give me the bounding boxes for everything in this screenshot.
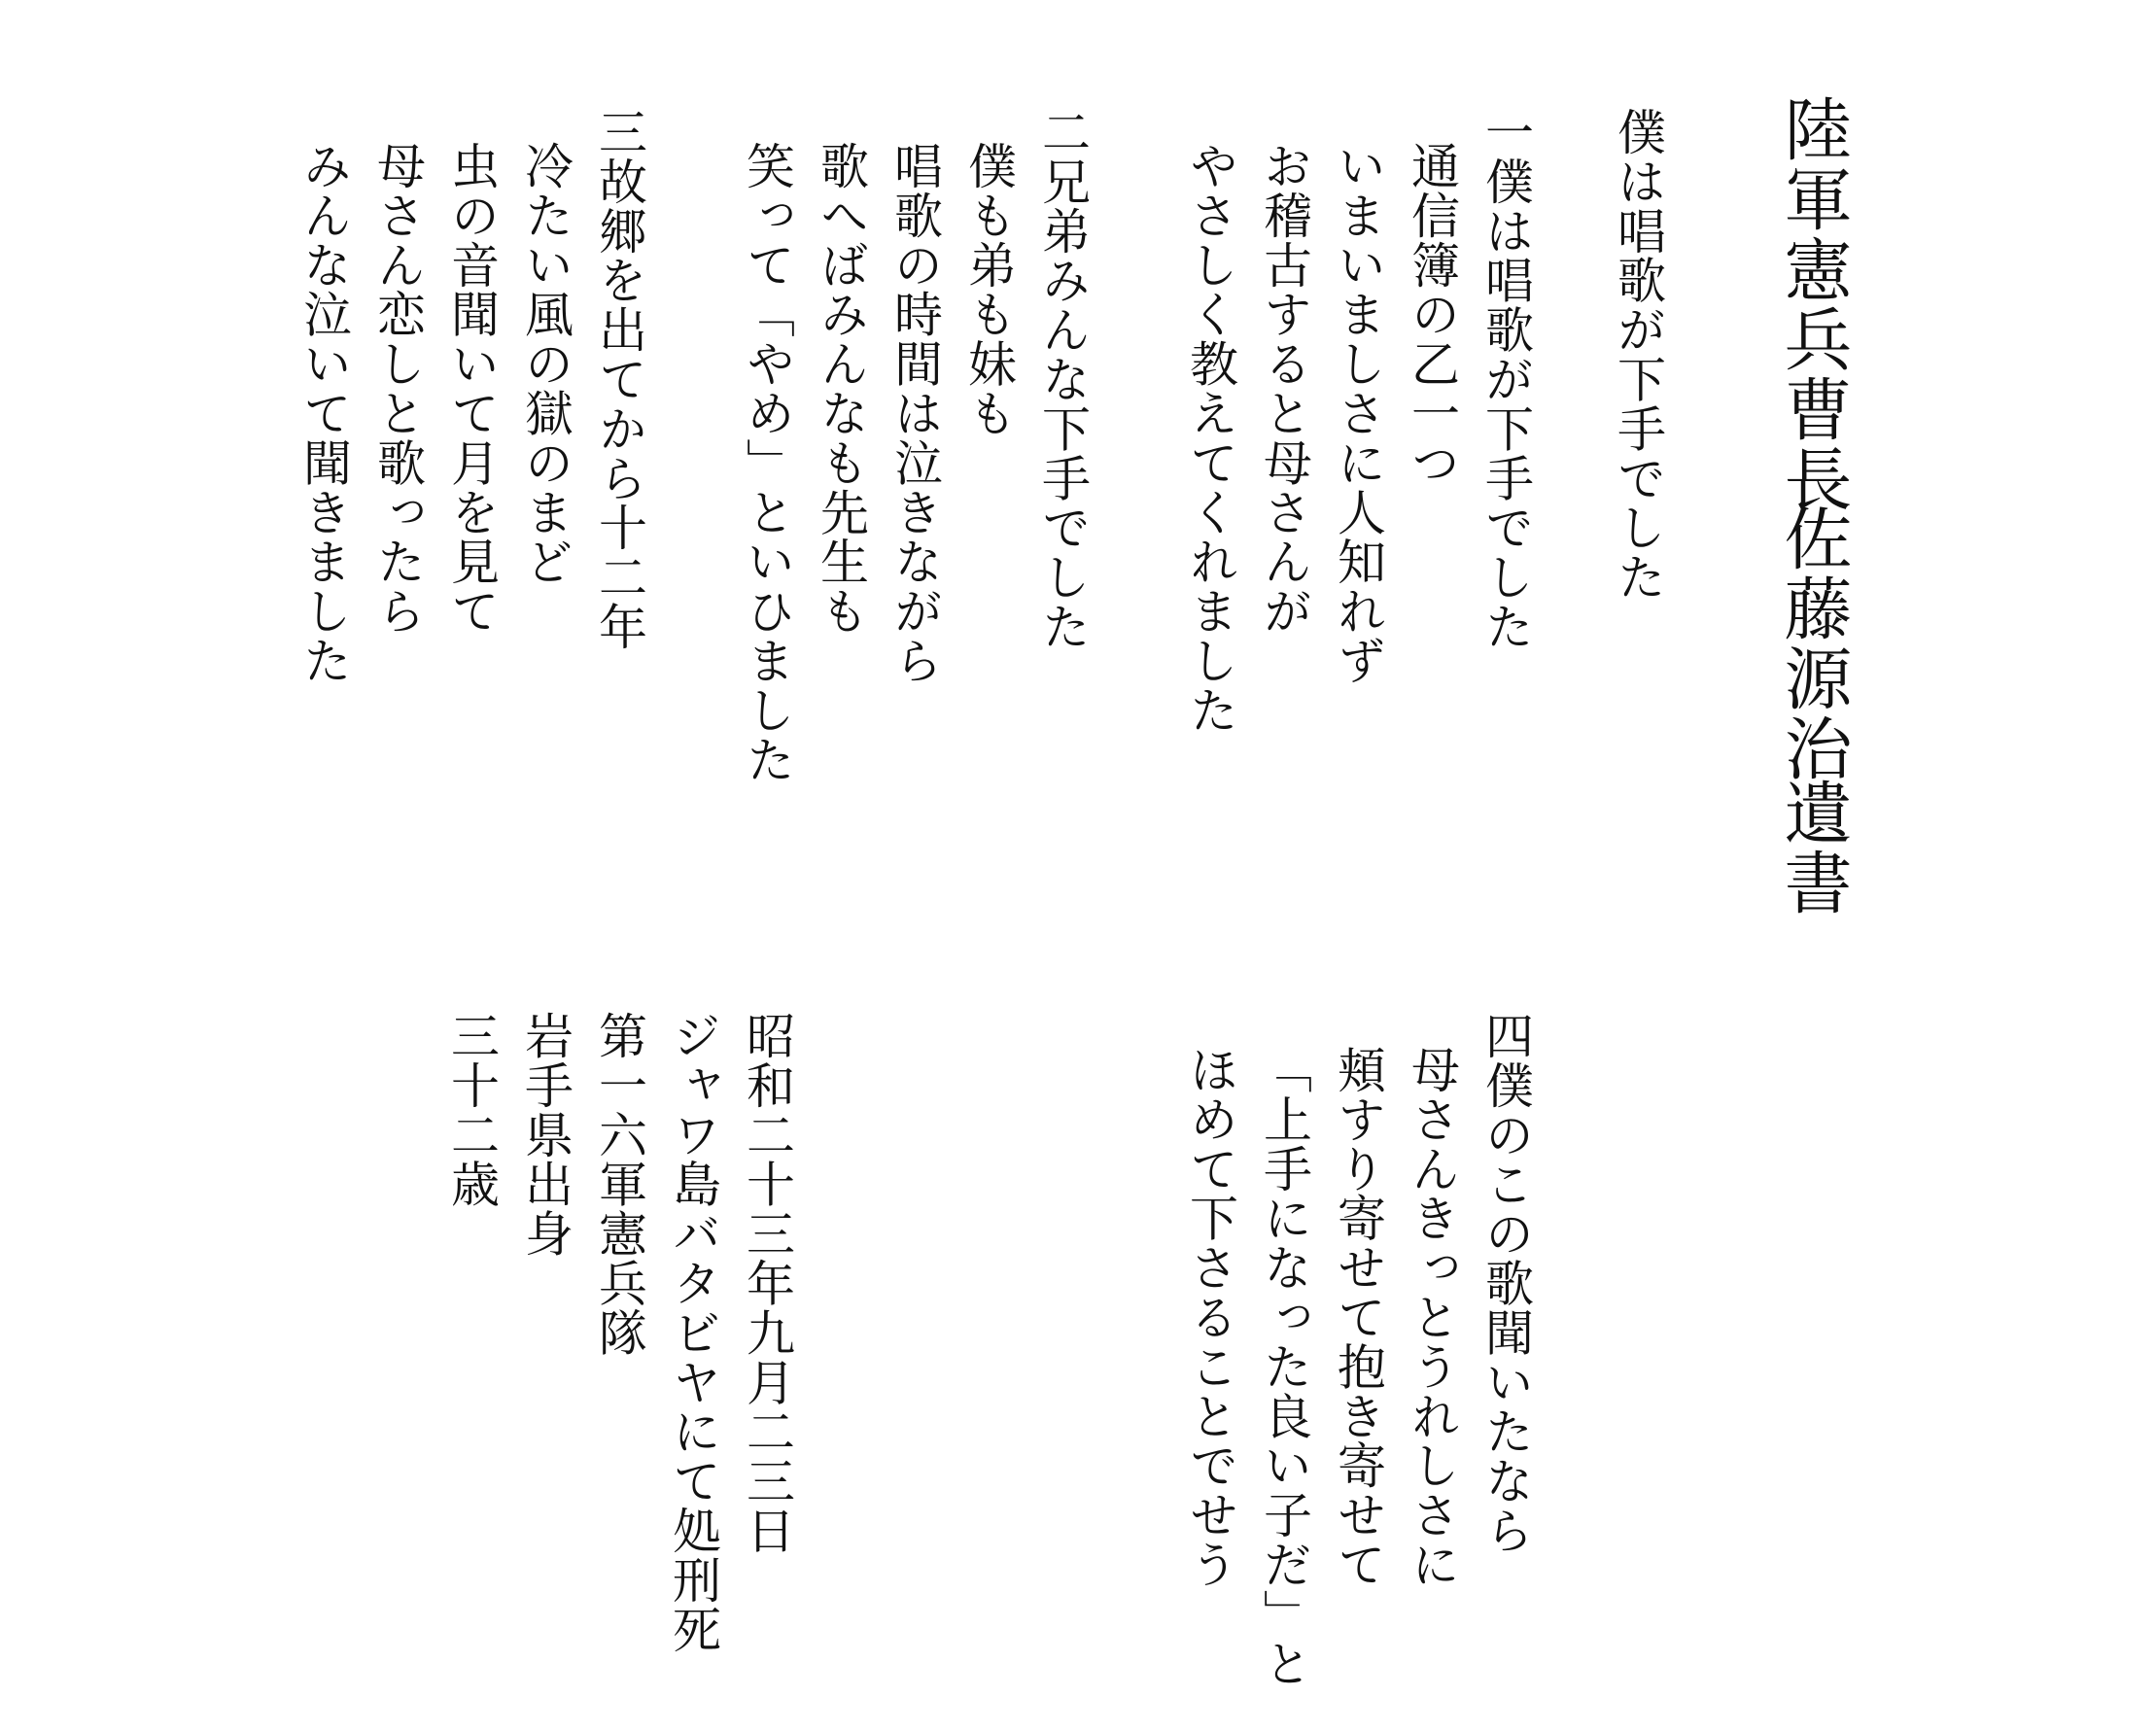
verse-3-line-2: 冷たい風の獄のまど (517, 141, 574, 587)
verse-2-line-5: 笑って「やめ」といひました (739, 141, 795, 784)
verse-4-line-2: 母さんきっとうれしさに (1404, 1045, 1460, 1589)
poem-title: 僕は唱歌が下手でした (1610, 107, 1666, 602)
info-date: 昭和二十三年九月二三日 (739, 1011, 795, 1555)
verse-4-line-1: 四僕のこの歌聞いたなら (1478, 1011, 1534, 1555)
verse-1-line-3: いまいましさに人知れず (1330, 141, 1386, 685)
verse-4-line-4: 「上手になった良い子だ」と (1256, 1045, 1312, 1688)
verse-2-line-2: 僕も弟も妹も (960, 141, 1017, 438)
verse-1-line-4: お稽古すると母さんが (1256, 141, 1312, 636)
info-unit: 第一六軍憲兵隊 (591, 1011, 647, 1358)
verse-3-line-4: 母さん恋しと歌ったら (369, 141, 426, 636)
verse-1-line-2: 通信簿の乙一つ (1404, 141, 1460, 488)
verse-4-line-3: 頬すり寄せて抱き寄せて (1330, 1045, 1386, 1589)
verse-1-line-5: やさしく教えてくれました (1182, 141, 1238, 735)
verse-2-line-1: 二兄弟みんな下手でした (1034, 107, 1091, 651)
verse-3-line-5: みんな泣いて聞きました (296, 141, 352, 685)
info-age: 三十二歳 (443, 1011, 500, 1209)
document-title: 陸軍憲兵曹長 (1773, 94, 1853, 514)
info-place: ジャワ島バタビヤにて処刑死 (665, 1011, 721, 1654)
verse-3-line-1: 三故郷を出てから十二年 (591, 107, 647, 651)
verse-3-line-3: 虫の音聞いて月を見て (443, 141, 500, 636)
verse-2-line-3: 唱歌の時間は泣きながら (887, 141, 943, 685)
verse-1-line-1: 一僕は唱歌が下手でした (1478, 107, 1534, 651)
author-name: 佐藤源治 (1773, 503, 1853, 783)
info-hometown: 岩手県出身 (517, 1011, 574, 1259)
document-type: 遺書 (1773, 778, 1853, 918)
verse-4-line-5: ほめて下さることでせう (1182, 1045, 1238, 1589)
verse-2-line-4: 歌へばみんなも先生も (813, 141, 869, 636)
